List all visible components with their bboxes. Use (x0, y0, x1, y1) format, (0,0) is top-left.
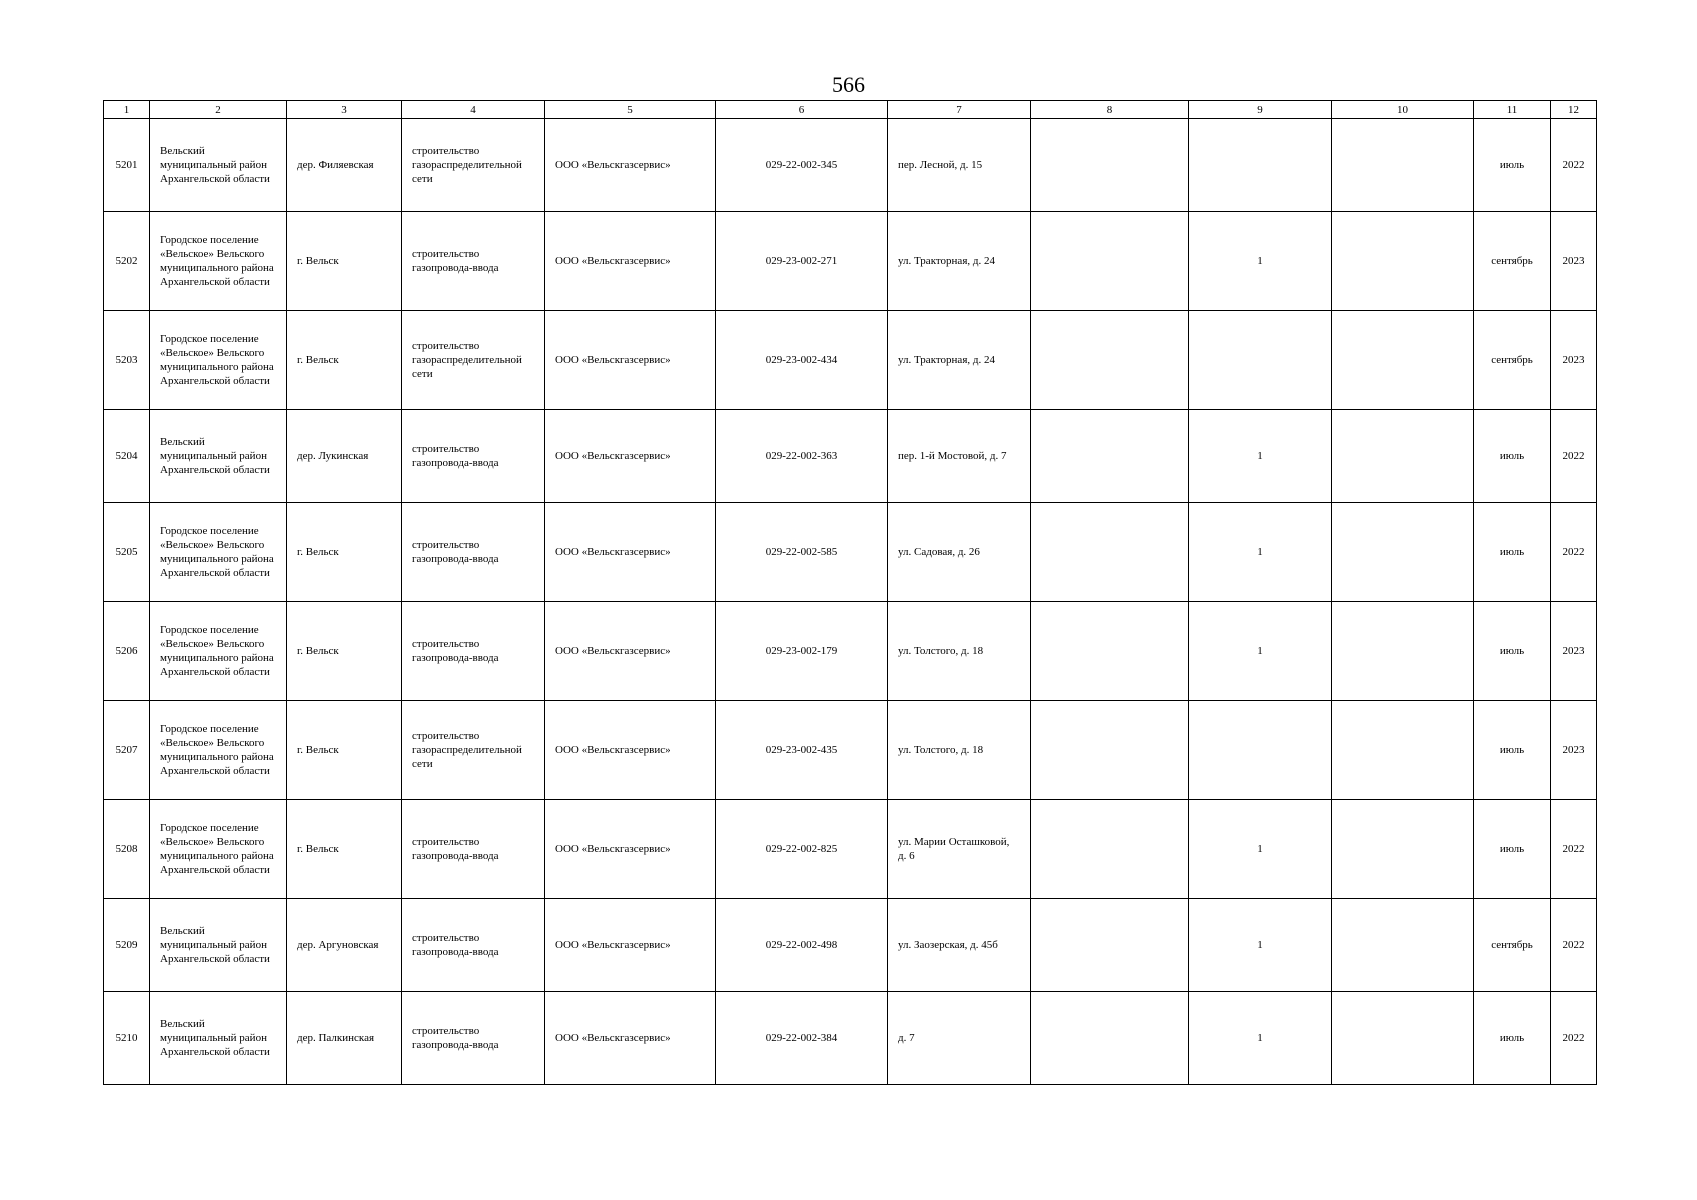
table-row (104, 899, 1597, 992)
column-8-cell (1031, 311, 1189, 410)
column-8-cell (1031, 212, 1189, 311)
month-cell: июль (1474, 602, 1551, 701)
year-cell: 2023 (1551, 602, 1597, 701)
row-number: 5207 (104, 701, 150, 800)
column-10-cell (1332, 503, 1474, 602)
municipality-cell: Городское поселение «Вельское» Вельского муниципального района Архангельской области (150, 701, 287, 800)
address-cell: д. 7 (888, 992, 1031, 1085)
municipality-cell: Вельский муниципальный район Архангельской области (150, 410, 287, 503)
column-8-cell (1031, 800, 1189, 899)
table-row (104, 410, 1597, 503)
row-number: 5206 (104, 602, 150, 701)
object-code-cell: 029-22-002-363 (716, 410, 888, 503)
column-header: 7 (888, 101, 1031, 119)
object-code-cell: 029-23-002-434 (716, 311, 888, 410)
year-cell: 2022 (1551, 899, 1597, 992)
column-9-cell: 1 (1189, 503, 1332, 602)
column-8-cell (1031, 992, 1189, 1085)
municipality-cell: Городское поселение «Вельское» Вельского муниципального района Архангельской области (150, 602, 287, 701)
organization-cell: ООО «Вельскгазсервис» (545, 800, 716, 899)
column-8-cell (1031, 701, 1189, 800)
table-row (104, 119, 1597, 212)
column-header: 10 (1332, 101, 1474, 119)
settlement-cell: дер. Аргуновская (287, 899, 402, 992)
year-cell: 2022 (1551, 119, 1597, 212)
organization-cell: ООО «Вельскгазсервис» (545, 410, 716, 503)
settlement-cell: дер. Филяевская (287, 119, 402, 212)
address-cell: ул. Заозерская, д. 45б (888, 899, 1031, 992)
year-cell: 2022 (1551, 800, 1597, 899)
row-number: 5204 (104, 410, 150, 503)
column-10-cell (1332, 992, 1474, 1085)
column-header: 4 (402, 101, 545, 119)
column-8-cell (1031, 899, 1189, 992)
register-table (103, 100, 1597, 1085)
month-cell: сентябрь (1474, 212, 1551, 311)
municipality-cell: Вельский муниципальный район Архангельской области (150, 992, 287, 1085)
settlement-cell: г. Вельск (287, 311, 402, 410)
object-code-cell: 029-22-002-498 (716, 899, 888, 992)
table-row (104, 602, 1597, 701)
column-header: 6 (716, 101, 888, 119)
address-cell: ул. Тракторная, д. 24 (888, 212, 1031, 311)
municipality-cell: Городское поселение «Вельское» Вельского муниципального района Архангельской области (150, 212, 287, 311)
column-header: 5 (545, 101, 716, 119)
column-10-cell (1332, 602, 1474, 701)
column-9-cell: 1 (1189, 800, 1332, 899)
table-row (104, 503, 1597, 602)
settlement-cell: г. Вельск (287, 800, 402, 899)
month-cell: июль (1474, 701, 1551, 800)
municipality-cell: Вельский муниципальный район Архангельской области (150, 119, 287, 212)
column-header: 8 (1031, 101, 1189, 119)
year-cell: 2023 (1551, 212, 1597, 311)
object-code-cell: 029-23-002-435 (716, 701, 888, 800)
settlement-cell: г. Вельск (287, 701, 402, 800)
settlement-cell: г. Вельск (287, 503, 402, 602)
year-cell: 2022 (1551, 503, 1597, 602)
organization-cell: ООО «Вельскгазсервис» (545, 212, 716, 311)
work-type-cell: строительство газопровода-ввода (402, 800, 545, 899)
month-cell: сентябрь (1474, 899, 1551, 992)
year-cell: 2023 (1551, 701, 1597, 800)
column-9-cell: 1 (1189, 212, 1332, 311)
table-header (104, 101, 1597, 119)
work-type-cell: строительство газопровода-ввода (402, 410, 545, 503)
organization-cell: ООО «Вельскгазсервис» (545, 701, 716, 800)
object-code-cell: 029-22-002-825 (716, 800, 888, 899)
column-header: 12 (1551, 101, 1597, 119)
column-header: 11 (1474, 101, 1551, 119)
column-10-cell (1332, 212, 1474, 311)
header-row (104, 101, 1597, 119)
month-cell: июль (1474, 800, 1551, 899)
year-cell: 2022 (1551, 992, 1597, 1085)
column-9-cell: 1 (1189, 992, 1332, 1085)
work-type-cell: строительство газораспределительной сети (402, 701, 545, 800)
month-cell: июль (1474, 410, 1551, 503)
month-cell: сентябрь (1474, 311, 1551, 410)
column-8-cell (1031, 503, 1189, 602)
row-number: 5208 (104, 800, 150, 899)
row-number: 5203 (104, 311, 150, 410)
organization-cell: ООО «Вельскгазсервис» (545, 119, 716, 212)
work-type-cell: строительство газопровода-ввода (402, 899, 545, 992)
municipality-cell: Вельский муниципальный район Архангельской области (150, 899, 287, 992)
column-header: 3 (287, 101, 402, 119)
settlement-cell: дер. Лукинская (287, 410, 402, 503)
column-8-cell (1031, 602, 1189, 701)
year-cell: 2023 (1551, 311, 1597, 410)
table-row (104, 311, 1597, 410)
organization-cell: ООО «Вельскгазсервис» (545, 899, 716, 992)
column-10-cell (1332, 119, 1474, 212)
settlement-cell: г. Вельск (287, 602, 402, 701)
work-type-cell: строительство газопровода-ввода (402, 992, 545, 1085)
organization-cell: ООО «Вельскгазсервис» (545, 311, 716, 410)
year-cell: 2022 (1551, 410, 1597, 503)
table-body (104, 119, 1597, 1085)
work-type-cell: строительство газопровода-ввода (402, 503, 545, 602)
column-10-cell (1332, 800, 1474, 899)
column-9-cell: 1 (1189, 602, 1332, 701)
table-row (104, 701, 1597, 800)
organization-cell: ООО «Вельскгазсервис» (545, 992, 716, 1085)
object-code-cell: 029-22-002-585 (716, 503, 888, 602)
table-row (104, 800, 1597, 899)
column-10-cell (1332, 410, 1474, 503)
column-header: 1 (104, 101, 150, 119)
column-9-cell (1189, 119, 1332, 212)
object-code-cell: 029-22-002-345 (716, 119, 888, 212)
month-cell: июль (1474, 503, 1551, 602)
address-cell: пер. Лесной, д. 15 (888, 119, 1031, 212)
row-number: 5205 (104, 503, 150, 602)
settlement-cell: г. Вельск (287, 212, 402, 311)
settlement-cell: дер. Палкинская (287, 992, 402, 1085)
column-9-cell: 1 (1189, 410, 1332, 503)
municipality-cell: Городское поселение «Вельское» Вельского муниципального района Архангельской области (150, 800, 287, 899)
address-cell: ул. Толстого, д. 18 (888, 701, 1031, 800)
column-10-cell (1332, 311, 1474, 410)
column-header: 2 (150, 101, 287, 119)
work-type-cell: строительство газопровода-ввода (402, 212, 545, 311)
organization-cell: ООО «Вельскгазсервис» (545, 503, 716, 602)
row-number: 5202 (104, 212, 150, 311)
column-header: 9 (1189, 101, 1332, 119)
column-8-cell (1031, 410, 1189, 503)
address-cell: ул. Марии Осташковой, д. 6 (888, 800, 1031, 899)
month-cell: июль (1474, 119, 1551, 212)
row-number: 5201 (104, 119, 150, 212)
object-code-cell: 029-23-002-271 (716, 212, 888, 311)
row-number: 5210 (104, 992, 150, 1085)
municipality-cell: Городское поселение «Вельское» Вельского муниципального района Архангельской области (150, 311, 287, 410)
object-code-cell: 029-23-002-179 (716, 602, 888, 701)
organization-cell: ООО «Вельскгазсервис» (545, 602, 716, 701)
table-row (104, 212, 1597, 311)
address-cell: ул. Толстого, д. 18 (888, 602, 1031, 701)
address-cell: ул. Тракторная, д. 24 (888, 311, 1031, 410)
object-code-cell: 029-22-002-384 (716, 992, 888, 1085)
table-row (104, 992, 1597, 1085)
column-9-cell (1189, 701, 1332, 800)
column-10-cell (1332, 899, 1474, 992)
work-type-cell: строительство газораспределительной сети (402, 119, 545, 212)
column-9-cell: 1 (1189, 899, 1332, 992)
month-cell: июль (1474, 992, 1551, 1085)
page-number: 566 (832, 72, 865, 97)
address-cell: ул. Садовая, д. 26 (888, 503, 1031, 602)
work-type-cell: строительство газопровода-ввода (402, 602, 545, 701)
row-number: 5209 (104, 899, 150, 992)
municipality-cell: Городское поселение «Вельское» Вельского муниципального района Архангельской области (150, 503, 287, 602)
column-9-cell (1189, 311, 1332, 410)
address-cell: пер. 1-й Мостовой, д. 7 (888, 410, 1031, 503)
column-8-cell (1031, 119, 1189, 212)
work-type-cell: строительство газораспределительной сети (402, 311, 545, 410)
column-10-cell (1332, 701, 1474, 800)
